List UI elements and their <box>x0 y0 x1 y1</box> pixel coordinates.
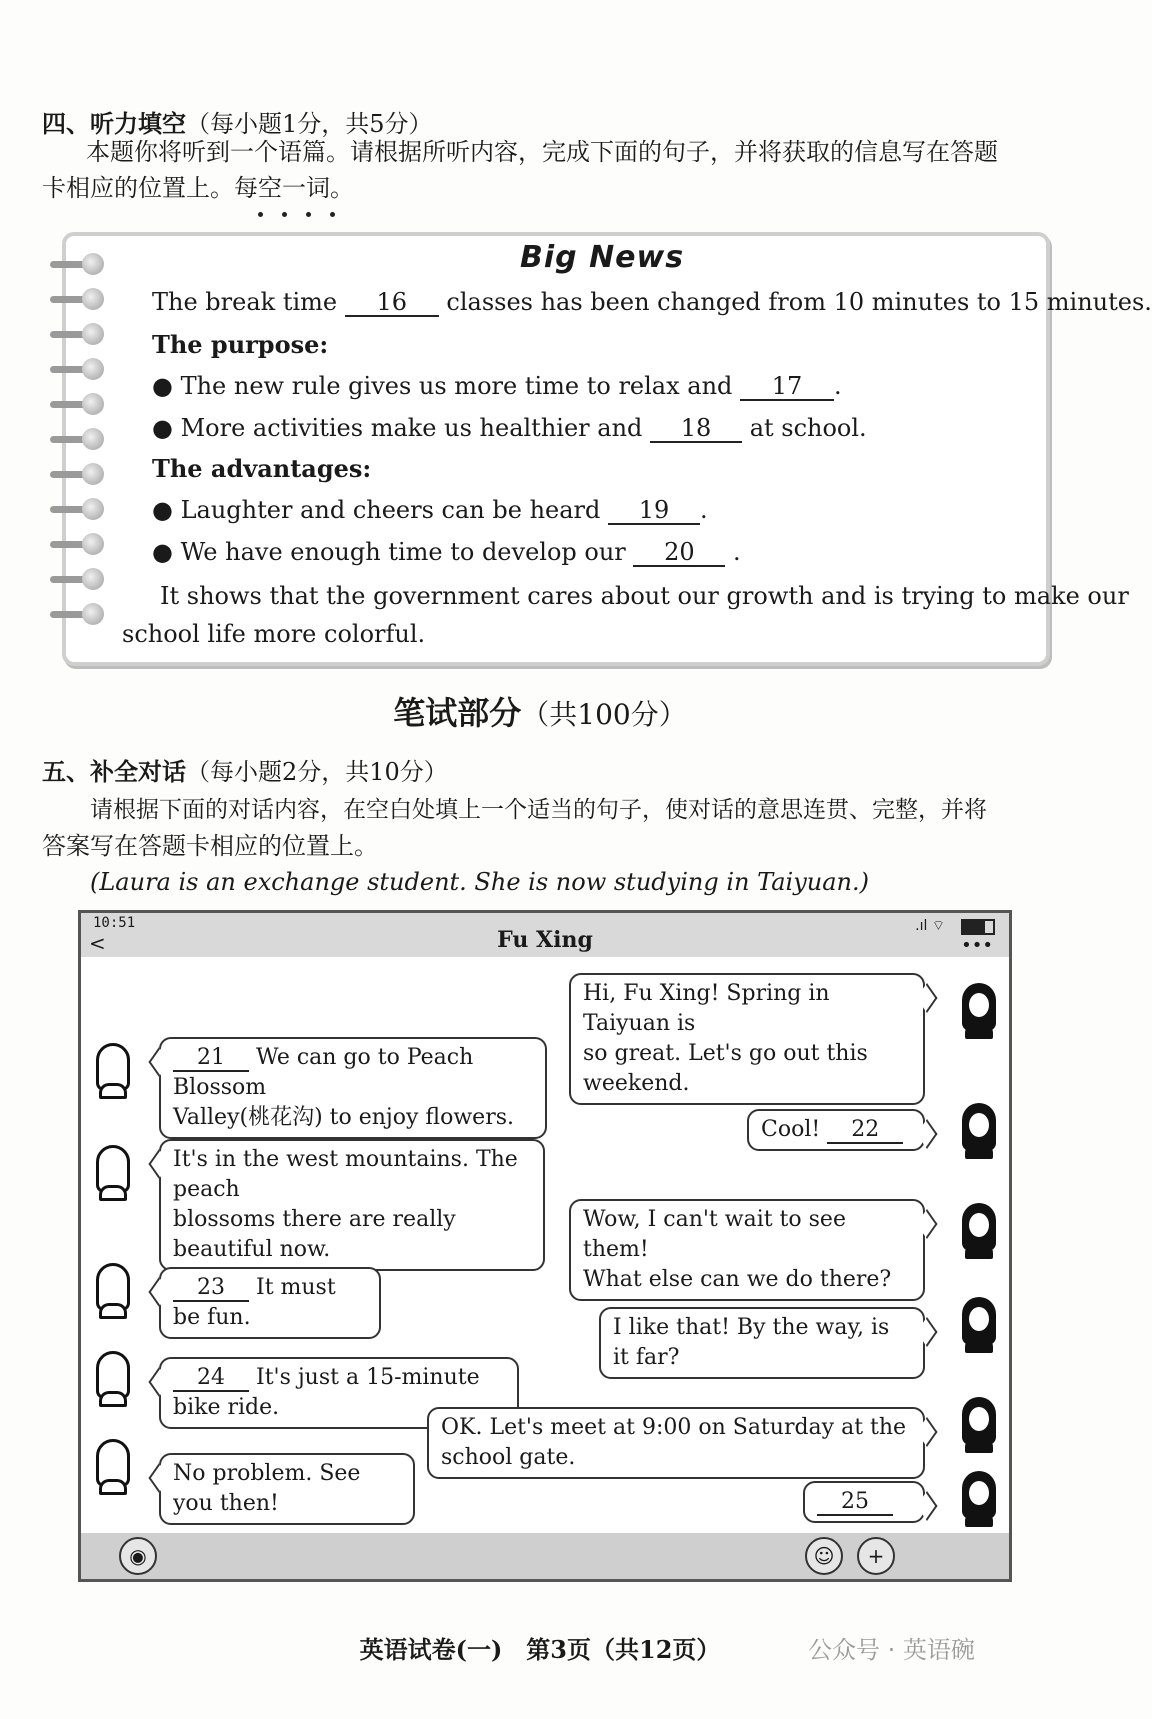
news-line-20: ● We have enough time to develop our 20 . <box>152 538 741 566</box>
message-laura-1: Hi, Fu Xing! Spring in Taiyuan is so great. Let's go out this weekend. <box>569 973 925 1105</box>
avatar-laura <box>959 983 999 1039</box>
blank-24[interactable]: 24 <box>173 1366 249 1392</box>
message-laura-far: I like that! By the way, is it far? <box>599 1307 925 1379</box>
message-laura-meet: OK. Let's meet at 9:00 on Saturday at the school gate. <box>427 1407 925 1479</box>
avatar-fuxing <box>93 1043 133 1099</box>
avatar-laura <box>959 1397 999 1453</box>
purpose-label: The purpose: <box>152 330 329 359</box>
section4-instruction-1: 本题你将听到一个语篇。请根据所听内容，完成下面的句子，并将获取的信息写在答题 <box>86 138 998 166</box>
message-fuxing-bye: No problem. See you then! <box>159 1453 415 1525</box>
section5-heading: 五、补全对话（每小题2分，共10分） <box>42 757 448 786</box>
message-fuxing-21: 21 We can go to Peach Blossom Valley(桃花沟) to enjoy flowers. <box>159 1037 547 1139</box>
watermark: 公众号 · 英语碗 <box>808 1636 975 1664</box>
chat-title: Fu Xing <box>497 927 593 953</box>
blank-25[interactable]: 25 <box>817 1490 893 1516</box>
big-news-title: Big News <box>520 240 685 275</box>
blank-18[interactable]: 18 <box>650 415 742 443</box>
advantages-label: The advantages: <box>152 454 372 483</box>
avatar-laura <box>959 1471 999 1527</box>
news-line-19: ● Laughter and cheers can be heard 19 . <box>152 496 708 524</box>
signal-icon: .ıl ⌔ <box>915 918 945 934</box>
avatar-fuxing <box>93 1263 133 1319</box>
message-laura-25 <box>803 1481 925 1523</box>
page-footer: 英语试卷(一) 第3页（共12页） <box>359 1635 721 1664</box>
news-line-17: ● The new rule gives us more time to relax and 17 . <box>152 372 842 400</box>
clock: 10:51 <box>93 915 136 931</box>
avatar-laura <box>959 1103 999 1159</box>
more-icon[interactable]: ••• <box>961 935 993 956</box>
avatar-fuxing <box>93 1439 133 1495</box>
blank-21[interactable]: 21 <box>173 1046 249 1072</box>
section5-instruction-2: 答案写在答题卡相应的位置上。 <box>42 832 378 860</box>
battery-icon <box>961 919 995 935</box>
blank-23[interactable]: 23 <box>173 1276 249 1302</box>
written-section-title: 笔试部分（共100分） <box>393 694 687 732</box>
avatar-laura <box>959 1203 999 1259</box>
blank-19[interactable]: 19 <box>608 497 700 525</box>
blank-22[interactable]: 22 <box>827 1118 903 1144</box>
emoji-icon[interactable]: ☺ <box>805 1537 843 1575</box>
news-line-18: ● More activities make us healthier and 18 at school. <box>152 414 867 442</box>
avatar-laura <box>959 1297 999 1353</box>
news-line-16: The break time 16 classes has been changed from 10 minutes to 15 minutes. <box>152 288 1152 316</box>
closing-line-2: school life more colorful. <box>122 620 426 648</box>
status-bar <box>81 913 1009 957</box>
message-fuxing-location: It's in the west mountains. The peach blossoms there are really beautiful now. <box>159 1139 545 1271</box>
section4-heading: 四、听力填空（每小题1分，共5分） <box>42 109 433 138</box>
message-laura-wow: Wow, I can't wait to see them! What else can we do there? <box>569 1199 925 1301</box>
blank-17[interactable]: 17 <box>740 373 834 401</box>
voice-icon[interactable]: ◉ <box>119 1537 157 1575</box>
message-fuxing-24: 24 It's just a 15-minute bike ride. <box>159 1357 519 1429</box>
dialogue-context: (Laura is an exchange student. She is now studying in Taiyuan.) <box>90 868 869 896</box>
blank-16[interactable]: 16 <box>345 289 439 317</box>
section4-instruction-2: 卡相应的位置上。每空一词。 <box>42 174 354 202</box>
message-fuxing-23: 23 It must be fun. <box>159 1267 381 1339</box>
emphasis-dots <box>258 212 358 222</box>
avatar-fuxing <box>93 1145 133 1201</box>
plus-icon[interactable]: + <box>857 1537 895 1575</box>
back-icon[interactable]: < <box>89 931 106 955</box>
chat-input-bar <box>81 1533 1009 1579</box>
closing-line-1: It shows that the government cares about our growth and is trying to make our <box>160 582 1129 610</box>
blank-20[interactable]: 20 <box>633 539 725 567</box>
avatar-fuxing <box>93 1351 133 1407</box>
section5-instruction-1: 请根据下面的对话内容，在空白处填上一个适当的句子，使对话的意思连贯、完整，并将 <box>90 797 987 823</box>
message-laura-22: Cool! 22 <box>747 1109 925 1151</box>
chat-screen <box>78 910 1012 1582</box>
